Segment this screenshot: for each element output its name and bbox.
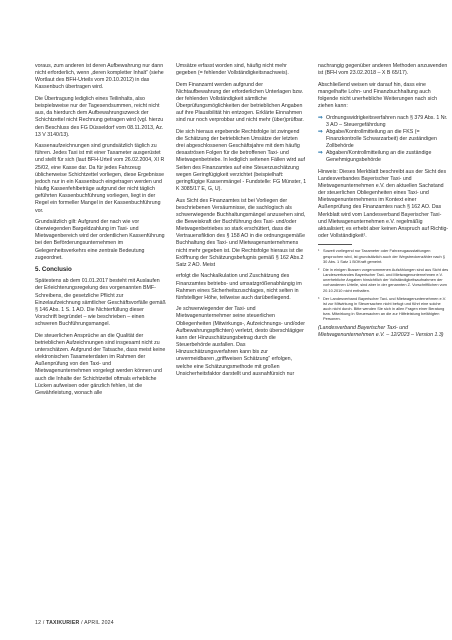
footnote-number: ¹	[318, 248, 320, 254]
paragraph: Kassenaufzeichnungen sind grundsätzlich täglich zu führen. Jedes Taxi ist mit einer Taxameter ausgerüstet und stellt für sich (laut BFH-Urteil vom 26.02.2004, XI R 25/02, eine Kasse dar. Da für jedes Fahrzeug üblicherweise Schichtzettel vorliegen, diese Ergebnisse jedoch nur in ein Kassenbuch eingetragen werden und häufig Kassenfehlbeträge aufgrund der nicht täglich geführten Kassenbuchführung vorliegen, liegt in der Regel ein formeller Mangel in der Kassenbuchführung vor.	[35, 143, 165, 214]
paragraph: Aus Sicht des Finanzamtes ist bei Vorliegen der beschriebenen Versäumnisse, die sachlogisch als schwerwiegende Buchhaltungsmängel anzusehen sind, die Beweiskraft der Buchführung des Taxi- und/oder Mietwagenbetriebes so stark erschüttert, dass die Vertrauensfiktion des § 158 AO in die ordnungsgemäße Buchhaltung des Taxi- und Mietwagenunternehmens nicht mehr gegeben ist. Die Rechtsfolge hieraus ist die Eröffnung der Schätzungsbefugnis gemäß § 162 Abs.2 Satz 2 AO. Meist	[176, 197, 306, 268]
paragraph: Die steuerlichen Ansprüche an die Qualität der betrieblichen Aufzeichnungen sind insgesamt nicht zu unterschätzen. Aufgrund der Tatsache, dass meist keine elektronischen Taxameterdaten im Rahmen der Außenprüfung von den Taxi- und Mietwagenunternehmen vorgelegt werden können und auch die Inhalte der Schichtzettel oftmals erhebliche Lücken aufweisen oder gänzlich fehlen, ist die Gewährleistung, wonach alle	[35, 332, 166, 396]
arrow-right-icon: ⇒	[318, 150, 323, 157]
footnote-divider	[318, 244, 352, 245]
notice-paragraph: Hinweis: Dieses Merkblatt beschreibt aus der Sicht des Landesverbandes Bayerischer Taxi- und Mietwagenunternehmen e.V. den aktuellen Sachstand der steuerlichen Obliegenheiten eines Taxi- und Mietwagenunternehmens im Kontext einer Außenprüfung des Finanzamtes nach § 162 AO. Das Merkblatt wird vom Landesverband Bayerischer Taxi- und Mietwagenunternehmen e.V. regelmäßig aktualisiert; es erhebt aber keinen Anspruch auf Richtig- oder Vollständigkeit¹.	[318, 168, 449, 240]
paragraph: Spätestens ab dem 01.01.2017 besteht mit Auslaufen der Erleichterungsregelung des vorgenannten BMF-Schreibens, die gesetzliche Pflicht zur Einzelaufzeichnung sämtlicher Geschäftsvorfälle gemäß § 146 Abs. 1 S. 1 AO. Die Nichterfüllung dieser Vorschrift begründet – wie beschrieben – einen schweren Buchführungsmangel.	[35, 278, 166, 328]
paragraph: Die sich hieraus ergebende Rechtsfolge ist zwingend die Schätzung der betrieblichen Umsätze der letzten drei abgeschlossenen Geschäftsjahre mit dem häufig desaströsen Folgen für die betroffenen Taxi- und Mietwagenbetriebe. In lediglich seltenen Fällen wird auf Seiten des Finanzamtes auf eine Steuerzuschätzung wegen Geringfügigkeit verzichtet (beispielhaft: geringfügige Kassenmängel - Fundstelle: FG Münster, 1 K 3085/17 E, G, U).	[176, 128, 307, 193]
footnote-number: ³	[318, 295, 320, 301]
footnote	[318, 248, 449, 263]
paragraph: erfolgt die Nachkalkulation und Zuschätzung des Finanzamtes betriebs- und umsatzgrößenabhängig im Rahmen eines Sicherheitszuschlages, nicht selten in fünfstelliger Höhe, teilweise auch darüberliegend.	[176, 273, 302, 301]
issue-date: / APRIL 2024	[79, 620, 114, 626]
column-middle	[176, 63, 307, 382]
paragraph: Grundsätzlich gilt: Aufgrund der nach wie vor überwiegenden Bargeldzahlung im Taxi- und Mietwagenbereich wird der ordentlichen Kassenführung bei den Beförderungsunternehmen im Gelegenheitsverkehrs eine zentrale Bedeutung zugeordnet.	[35, 219, 165, 261]
paragraph: Je schwerwiegender der Taxi- und Mietwagenunternehmer seine steuerlichen Obliegenheiten (Mitwirkungs-, Aufzeichnungs- und/oder Aufbewahrungspflichten) verletzt, desto überschlägiger kann der Hinzuschätzungsbetrag durch die Steuerbehörde ausfallen. Das Hinzuschätzungsverfahren kann bis zur unvermeidbaren „griffweisen Schätzung“ erfolgen, welche eine Schätzungsmethode mit großen Unsicherheitsfaktor darstellt und ausnahfürsich nur	[176, 306, 305, 377]
column-left	[35, 63, 166, 401]
consequence-list	[318, 115, 449, 165]
arrow-right-icon: ⇒	[318, 114, 323, 121]
paragraph: voraus, zum anderen ist deren Aufbewahrung nur dann nicht erforderlich, wenn „deren kompletter Inhalt“ (siehe Wortlaut des BFH-Urteils vom 20.10.2012) in das Kassenbuch übertragen wird.	[35, 63, 164, 91]
paragraph: Abschließend weisen wir darauf hin, dass eine mangelhafte Lohn- und Finanzbuchhaltung auch folgende nicht unerhebliche Weiterungen nach sich ziehen kann:	[318, 81, 437, 110]
footnote	[318, 296, 449, 322]
paragraph: nachrangig gegenüber anderen Methoden anzuwenden ist (BFH vom 23.02.2018 – X B 65/17).	[318, 63, 448, 77]
paragraph: Die Übertragung lediglich eines Teilinhalts, also beispielsweise nur der Tagesendsummen, reicht nicht aus, da hierdurch dem Aufbewahrungszweck der Schichtzettel nicht Rechnung getragen wird (vgl. hierzu den Beschluss des FG Düsseldorf vom 08.11.2013, Az. 13 V 3140/13).	[35, 95, 164, 138]
paragraph: Dem Finanzamt werden aufgrund der Nichtaufbewahrung der erforderlichen Unterlagen bzw. der fehlenden Vollständigkeit sämtliche Überprüfungsmöglichkeiten der betrieblichen Angaben auf ihre Plausibilität hin entzogen. Erklärte Einnahmen sind nur noch verprobbar und nicht mehr (über)prüfbar.	[176, 81, 304, 124]
footnote-text: Der Landesverband Bayerischer Taxi- und Mietwagenunternehmen e.V. ist zur Mitwirkung in Steuersachen nicht befugt und führt eine solche auch nicht durch. Bitte wenden Sie sich in allen Fragen einer Beratung bzw. Mitwirkung in Steuersachen an die zur Hilfeleistung befähigten Personen.	[323, 295, 447, 322]
footnote	[318, 267, 449, 293]
column-right	[318, 63, 449, 343]
magazine-name: TAXIKURIER	[46, 620, 80, 626]
list-item	[318, 115, 449, 129]
footnote-text: Soweit vorliegend nur Taxameter oder Fahrzeugausstattungen gesprochen wird, ist grundsätzlich auch der Wegstreckenzähler nach § 30 Abs. 1 Satz 1 BOKraft gemeint.	[323, 248, 445, 264]
list-item-text: Abgaben/Kontrollmitteilung an die zuständige Genehmigungsbehörde	[326, 150, 432, 164]
arrow-right-icon: ⇒	[318, 128, 323, 135]
list-item-text: Abgabe/Kontrollmitteilung an die FKS (= Finanzkontrolle Schwarzarbeit) der zuständigen Zollbehörde	[326, 128, 437, 150]
list-item	[318, 129, 449, 150]
footnote-number: ²	[318, 266, 320, 272]
list-item-text: Ordnungswidrigkeitsverfahren nach § 379 Abs. 1 Nr. 3 AO – Steuergefährdung	[326, 114, 448, 128]
page-footer	[35, 620, 114, 626]
footer-separator: /	[41, 620, 47, 626]
page-number: 12	[35, 620, 42, 626]
footnote-text: Die in einigen Bussen vorgenommenen Aufzählungen sind aus Sicht des Landesverbandes Bayerischer Taxi- und Mietwagenunternehmen e.V. unerhebliche Angaben hinsichtlich der Vollständigkeitsaufnahmen der vorhandenen Urteile, sind aber in der genannten Z. Vorschriftlichen vom 20.10.2010 nicht enthalten.	[323, 266, 449, 293]
source-citation: (Landesverband Bayerischer Taxi- und Mietwagenunternehmen e.V. – 12/2023 – Version 1.3)	[318, 324, 444, 338]
list-item	[318, 150, 449, 164]
paragraph: Umsätze erfasst worden sind, häufig nicht mehr gegeben (= fehlender Vollständigkeitsnachweis).	[176, 63, 289, 77]
section-heading: 5. Conclusio	[35, 266, 72, 274]
